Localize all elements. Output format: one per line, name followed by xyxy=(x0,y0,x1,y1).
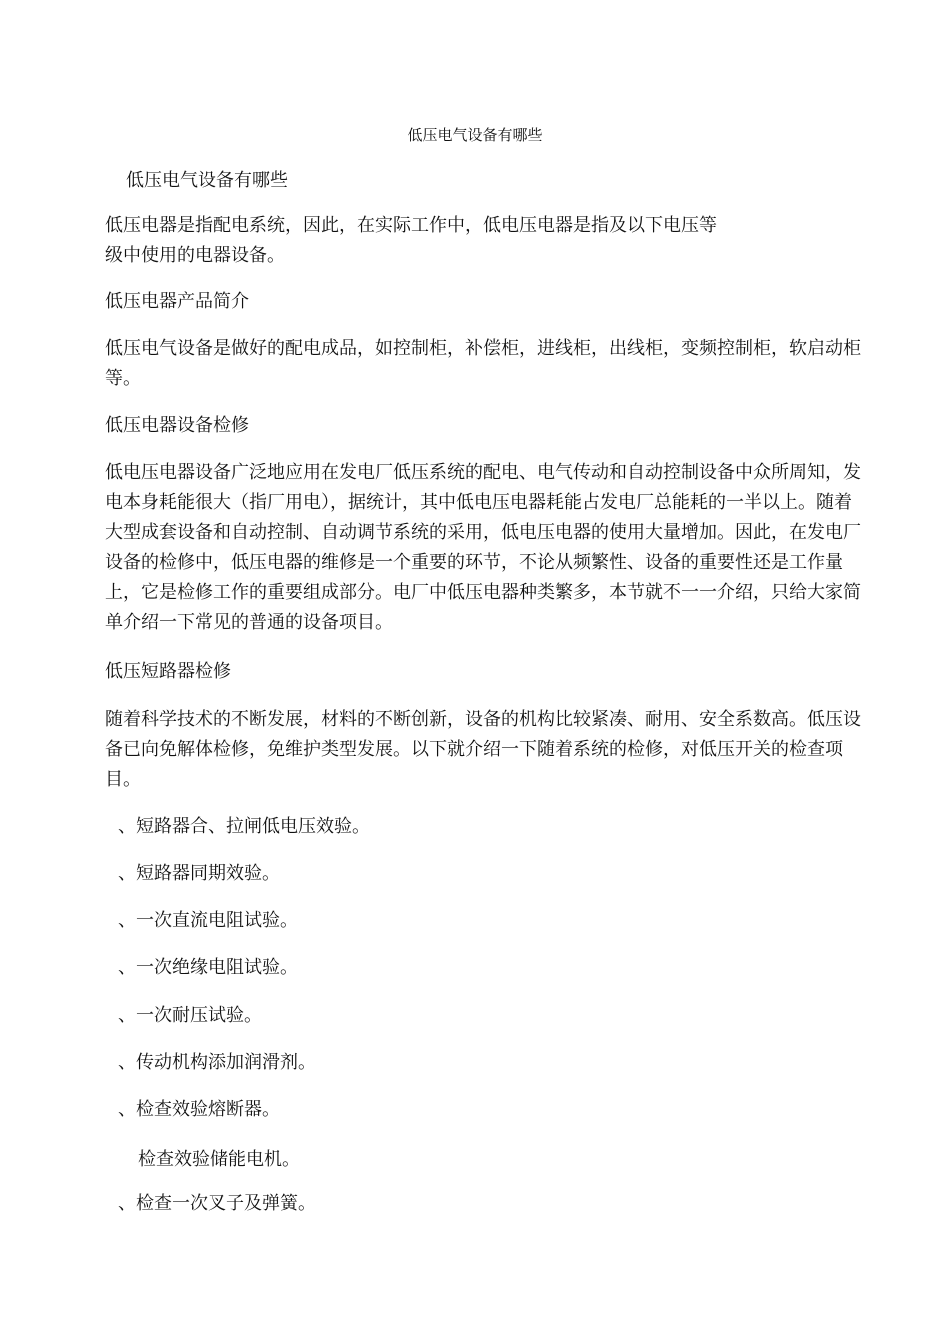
list-item: 、一次直流电阻试验。 xyxy=(118,910,298,931)
list-item: 检查效验储能电机。 xyxy=(138,1149,300,1170)
document-title: 低压电气设备有哪些 xyxy=(407,126,543,144)
list-item: 、短路器合、拉闸低电压效验。 xyxy=(118,816,370,837)
section-heading-equipment-maintenance: 低压电器设备检修 xyxy=(105,415,249,436)
list-item: 、一次绝缘电阻试验。 xyxy=(118,957,298,978)
section-heading-breaker-maintenance: 低压短路器检修 xyxy=(105,661,231,682)
intro-paragraph: 低压电器是指配电系统，因此，在实际工作中，低电压电器是指及以下电压等级中使用的电器设备。 xyxy=(105,215,717,266)
section-heading-product-intro: 低压电器产品简介 xyxy=(105,291,249,312)
section-body-breaker-maintenance: 随着科学技术的不断发展，材料的不断创新，设备的机构比较紧凑、耐用、安全系数高。低压设备已向免解体检修，免维护类型发展。以下就介绍一下随着系统的检修，对低压开关的检查项目。 xyxy=(105,709,861,790)
list-item: 、一次耐压试验。 xyxy=(118,1005,262,1026)
list-item: 、传动机构添加润滑剂。 xyxy=(118,1052,316,1073)
list-item: 、检查效验熔断器。 xyxy=(118,1099,280,1120)
list-item: 、检查一次叉子及弹簧。 xyxy=(118,1193,316,1214)
section-body-product-intro: 低压电气设备是做好的配电成品，如控制柜，补偿柜，进线柜，出线柜，变频控制柜，软启动柜等。 xyxy=(105,338,861,389)
document-subtitle: 低压电气设备有哪些 xyxy=(126,170,288,191)
list-item: 、短路器同期效验。 xyxy=(118,863,280,884)
section-body-equipment-maintenance: 低电压电器设备广泛地应用在发电厂低压系统的配电、电气传动和自动控制设备中众所周知，发电本身耗能很大（指厂用电），据统计，其中低电压电器耗能占发电厂总能耗的一半以上。随着大型成套设备和自动控制、自动调节系统的采用，低电压电器的使用大量增加。因此，在发电厂设备的检修中，低压电器的维修是一个重要的环节，不论从频繁性、设备的重要性还是工作量上，它是检修工作的重要组成部分。电厂中低压电器种类繁多，本节就不一一介绍，只给大家简单介绍一下常见的普通的设备项目。 xyxy=(105,462,861,633)
